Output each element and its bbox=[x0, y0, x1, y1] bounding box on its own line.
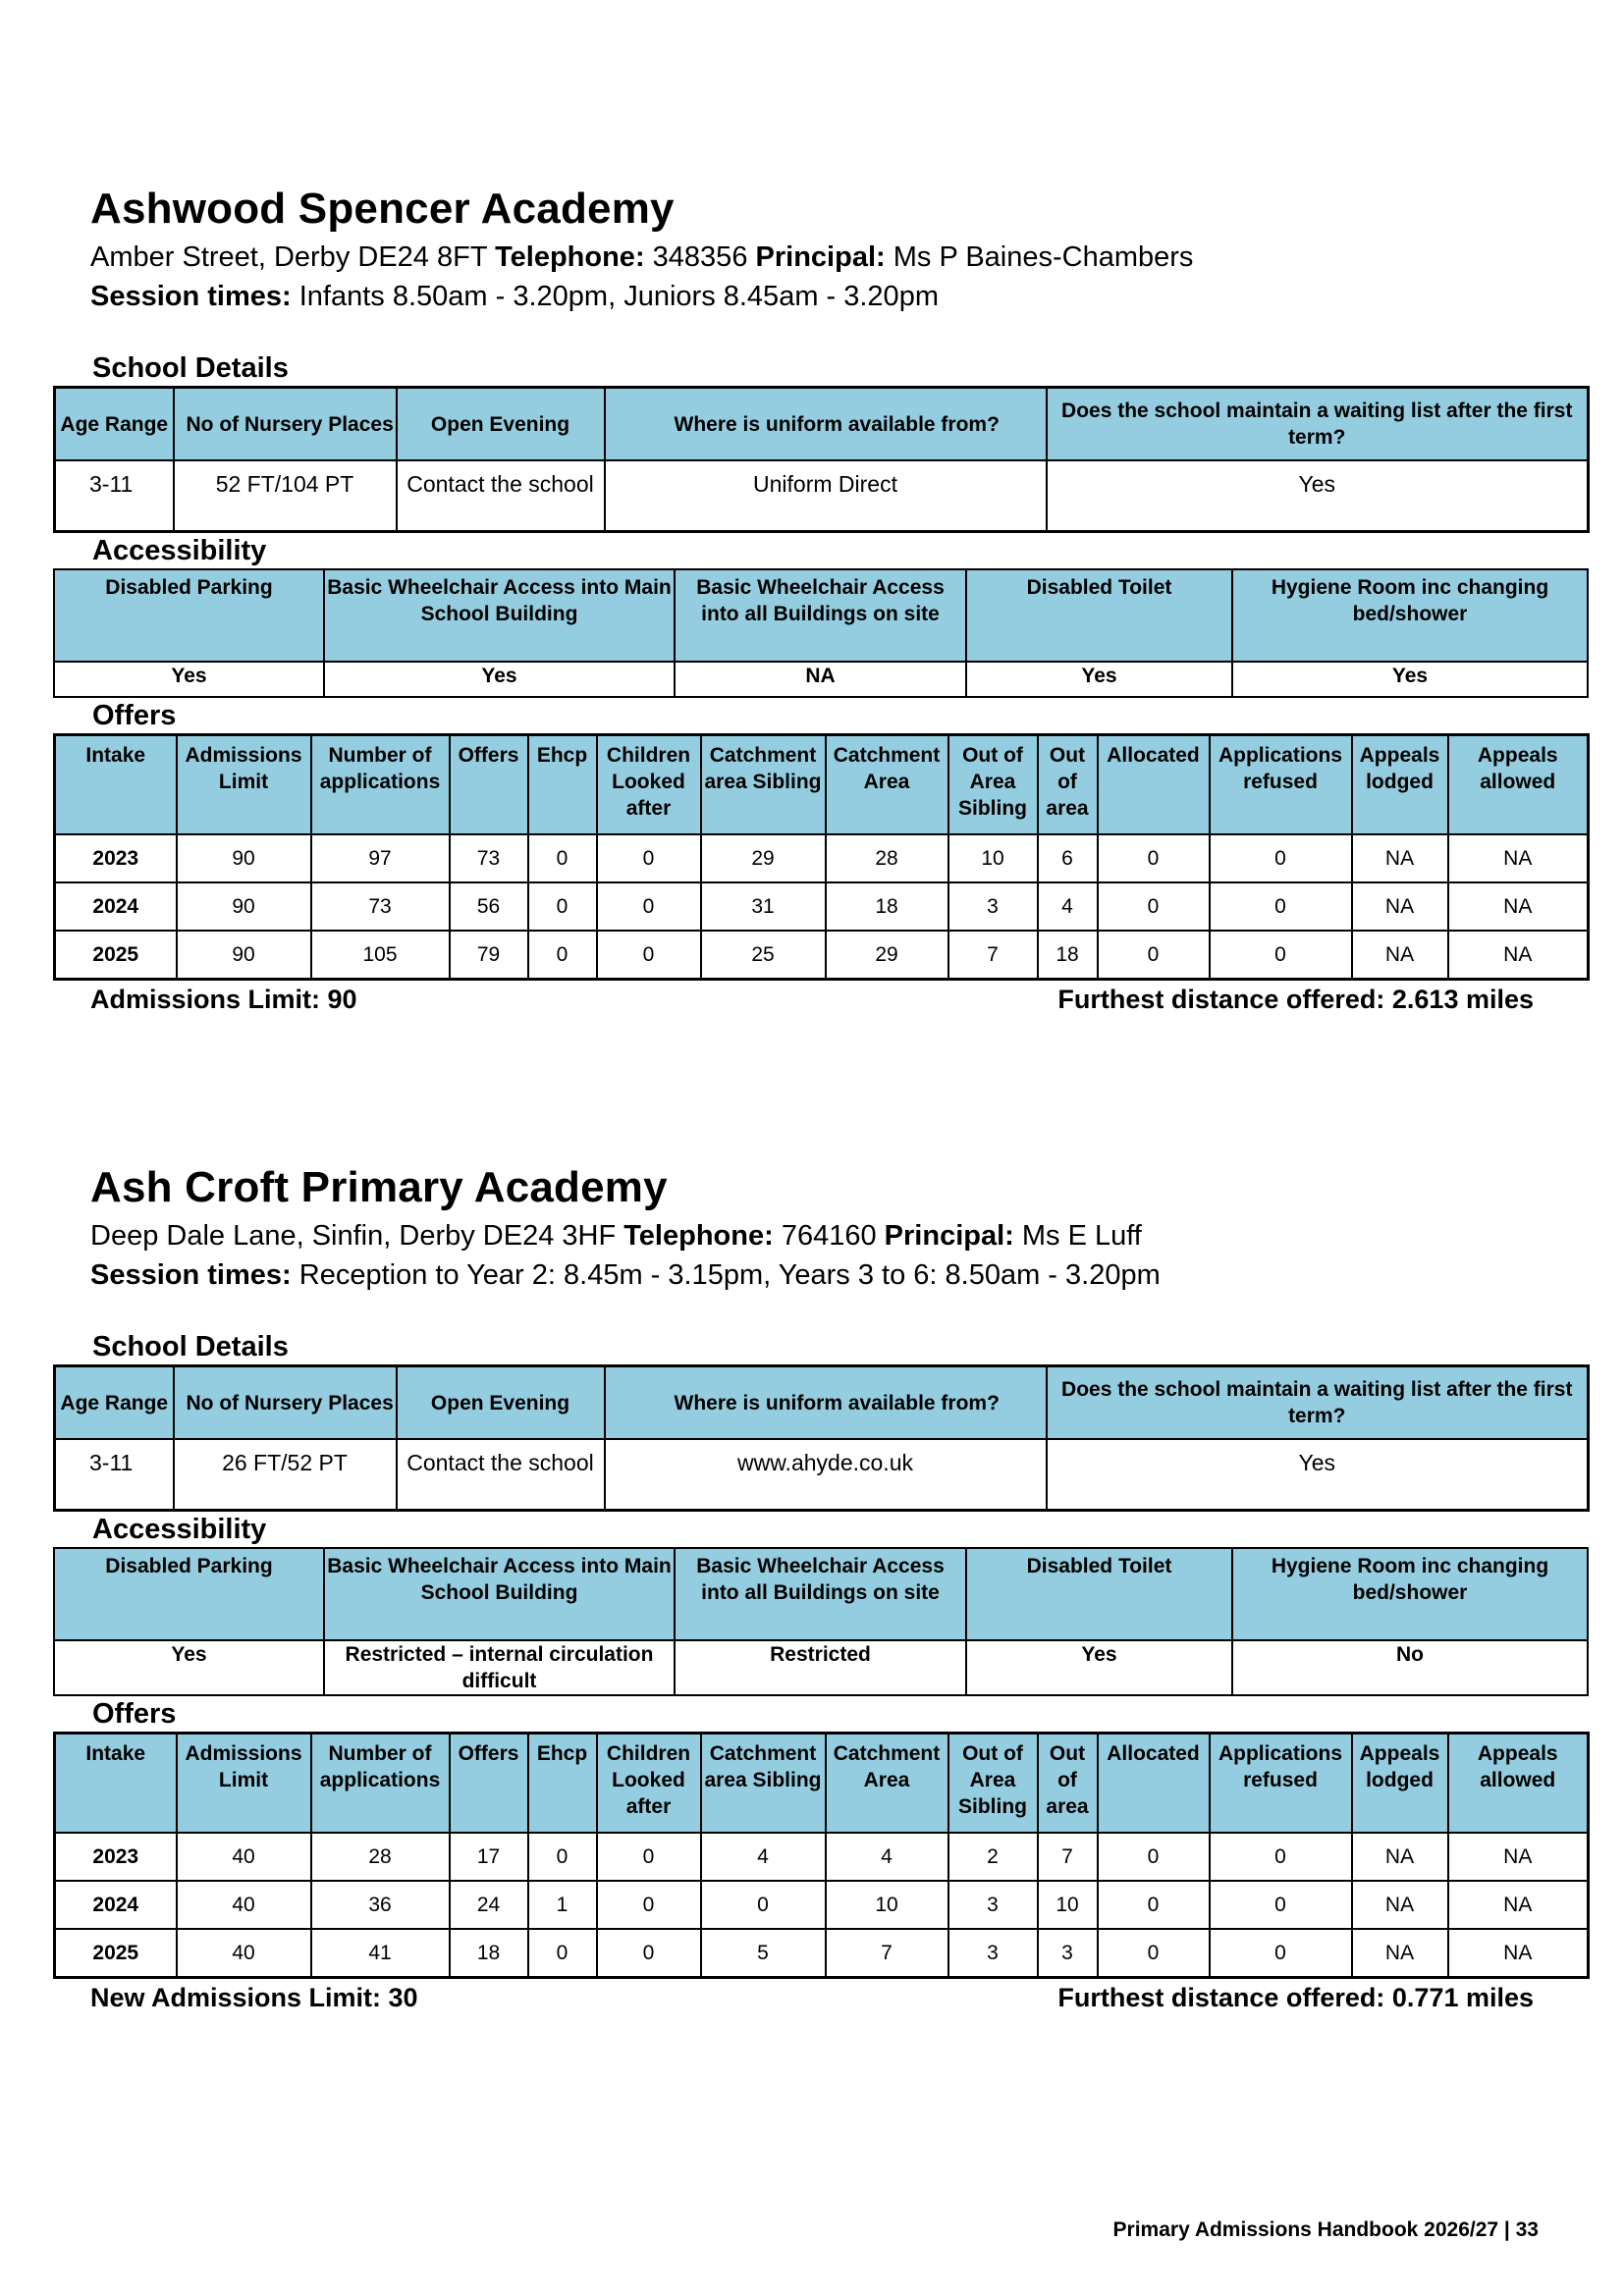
table-cell: 28 bbox=[311, 1833, 450, 1881]
table-cell: 0 bbox=[597, 882, 701, 931]
session-times-label: Session times: bbox=[90, 1259, 292, 1291]
table-cell: 1 bbox=[528, 1881, 597, 1929]
table-cell: 0 bbox=[597, 1881, 701, 1929]
school-title: Ash Croft Primary Academy bbox=[90, 1163, 668, 1211]
table-row bbox=[55, 931, 1589, 980]
accessibility-heading: Accessibility bbox=[92, 535, 267, 566]
table-cell: 0 bbox=[597, 834, 701, 882]
table-cell: NA bbox=[1448, 931, 1589, 980]
school-contact-line bbox=[90, 1217, 1585, 1255]
table-cell: Uniform Direct bbox=[605, 460, 1047, 532]
furthest-distance-note: Furthest distance offered: 2.613 miles bbox=[1057, 985, 1534, 1014]
table-header: Basic Wheelchair Access into Main School Building bbox=[324, 1548, 675, 1640]
table-header: Offers bbox=[450, 1734, 528, 1834]
table-cell: 105 bbox=[311, 931, 450, 980]
table-cell: 29 bbox=[701, 834, 826, 882]
table-row bbox=[55, 882, 1589, 931]
table-cell: 3 bbox=[948, 1929, 1038, 1978]
table-cell: 18 bbox=[1038, 931, 1098, 980]
table-cell: Yes bbox=[1047, 1439, 1589, 1511]
table-cell: NA bbox=[1352, 1881, 1448, 1929]
table-row bbox=[54, 662, 1588, 697]
accessibility-table bbox=[53, 1547, 1589, 1696]
table-cell: 79 bbox=[450, 931, 528, 980]
table-cell: 3 bbox=[1038, 1929, 1098, 1978]
table-cell: NA bbox=[1448, 834, 1589, 882]
table-cell: 17 bbox=[450, 1833, 528, 1881]
table-header-row bbox=[55, 388, 1589, 461]
table-cell: 41 bbox=[311, 1929, 450, 1978]
admissions-limit-note: New Admissions Limit: 30 bbox=[90, 1983, 418, 2012]
admissions-limit-note: Admissions Limit: 90 bbox=[90, 985, 357, 1014]
table-header-row bbox=[54, 1548, 1588, 1640]
table-cell: 0 bbox=[1098, 1833, 1210, 1881]
table-cell: 0 bbox=[701, 1881, 826, 1929]
offers-table bbox=[53, 1732, 1590, 1979]
accessibility-table bbox=[53, 568, 1589, 698]
table-header: Catchment Area bbox=[826, 735, 948, 835]
session-times-line bbox=[90, 278, 1585, 315]
table-cell: 73 bbox=[450, 834, 528, 882]
table-cell: 40 bbox=[177, 1881, 311, 1929]
offers-heading: Offers bbox=[92, 1698, 177, 1730]
table-row bbox=[55, 1439, 1589, 1511]
table-header: Admissions Limit bbox=[177, 1734, 311, 1834]
table-header: Out of Area Sibling bbox=[948, 735, 1038, 835]
table-header: Number of applications bbox=[311, 735, 450, 835]
table-cell: 97 bbox=[311, 834, 450, 882]
table-header: Disabled Parking bbox=[54, 569, 324, 662]
table-header: Out of Area Sibling bbox=[948, 1734, 1038, 1834]
telephone-value: 764160 bbox=[781, 1220, 877, 1252]
table-header: No of Nursery Places bbox=[174, 388, 397, 461]
table-cell: www.ahyde.co.uk bbox=[605, 1439, 1047, 1511]
table-cell: Yes bbox=[54, 662, 324, 697]
table-cell: 2 bbox=[948, 1833, 1038, 1881]
session-times-value: Infants 8.50am - 3.20pm, Juniors 8.45am - 3.20pm bbox=[298, 281, 939, 312]
table-cell: 3-11 bbox=[55, 1439, 174, 1511]
table-header: Allocated bbox=[1098, 735, 1210, 835]
table-cell: NA bbox=[1352, 834, 1448, 882]
table-cell: Yes bbox=[54, 1640, 324, 1695]
table-header: Basic Wheelchair Access into Main School Building bbox=[324, 569, 675, 662]
table-row bbox=[55, 1881, 1589, 1929]
table-cell: 4 bbox=[1038, 882, 1098, 931]
table-header-row bbox=[55, 735, 1589, 835]
table-cell: 0 bbox=[1210, 1929, 1352, 1978]
table-header: Disabled Parking bbox=[54, 1548, 324, 1640]
table-row bbox=[55, 1929, 1589, 1978]
table-header: Appeals allowed bbox=[1448, 1734, 1589, 1834]
table-cell: No bbox=[1232, 1640, 1588, 1695]
table-cell: NA bbox=[1448, 1881, 1589, 1929]
school-address: Amber Street, Derby DE24 8FT bbox=[90, 241, 488, 273]
table-cell: Contact the school bbox=[397, 1439, 605, 1511]
session-times-label: Session times: bbox=[90, 281, 292, 312]
table-cell: 2025 bbox=[55, 1929, 177, 1978]
table-cell: 0 bbox=[528, 931, 597, 980]
table-cell: 10 bbox=[826, 1881, 948, 1929]
table-cell: NA bbox=[1352, 1833, 1448, 1881]
table-cell: 0 bbox=[528, 882, 597, 931]
school-details-heading: School Details bbox=[92, 1331, 289, 1362]
table-header: Ehcp bbox=[528, 1734, 597, 1834]
table-header: Applications refused bbox=[1210, 1734, 1352, 1834]
table-cell: 5 bbox=[701, 1929, 826, 1978]
table-header: Out of area bbox=[1038, 1734, 1098, 1834]
table-cell: 28 bbox=[826, 834, 948, 882]
table-cell: 0 bbox=[528, 1929, 597, 1978]
table-header: Appeals allowed bbox=[1448, 735, 1589, 835]
table-cell: 10 bbox=[1038, 1881, 1098, 1929]
table-header: Disabled Toilet bbox=[966, 1548, 1232, 1640]
table-cell: 10 bbox=[948, 834, 1038, 882]
table-cell: 2025 bbox=[55, 931, 177, 980]
table-cell: 0 bbox=[597, 1929, 701, 1978]
school-address: Deep Dale Lane, Sinfin, Derby DE24 3HF bbox=[90, 1220, 617, 1252]
table-header: Intake bbox=[55, 1734, 177, 1834]
table-cell: Contact the school bbox=[397, 460, 605, 532]
table-cell: Yes bbox=[966, 662, 1232, 697]
table-cell: Yes bbox=[1047, 460, 1589, 532]
table-cell: 90 bbox=[177, 931, 311, 980]
table-header: Hygiene Room inc changing bed/shower bbox=[1232, 1548, 1588, 1640]
table-cell: 6 bbox=[1038, 834, 1098, 882]
admissions-summary bbox=[90, 1981, 1534, 2014]
table-cell: 4 bbox=[701, 1833, 826, 1881]
table-cell: 56 bbox=[450, 882, 528, 931]
table-cell: 3 bbox=[948, 1881, 1038, 1929]
table-header-row bbox=[55, 1366, 1589, 1440]
offers-heading: Offers bbox=[92, 700, 177, 731]
table-cell: 0 bbox=[1210, 834, 1352, 882]
table-cell: Yes bbox=[1232, 662, 1588, 697]
session-times-value: Reception to Year 2: 8.45m - 3.15pm, Years 3 to 6: 8.50am - 3.20pm bbox=[298, 1259, 1161, 1291]
school-details-heading: School Details bbox=[92, 352, 289, 384]
table-cell: 0 bbox=[597, 1833, 701, 1881]
table-cell: 0 bbox=[1098, 931, 1210, 980]
principal-value: Ms E Luff bbox=[1021, 1220, 1142, 1252]
table-header: Admissions Limit bbox=[177, 735, 311, 835]
table-cell: NA bbox=[1352, 882, 1448, 931]
table-row bbox=[54, 1640, 1588, 1695]
table-cell: 90 bbox=[177, 834, 311, 882]
table-cell: 26 FT/52 PT bbox=[174, 1439, 397, 1511]
school-details-table bbox=[53, 386, 1590, 533]
table-cell: 73 bbox=[311, 882, 450, 931]
table-cell: 2023 bbox=[55, 1833, 177, 1881]
table-row bbox=[55, 460, 1589, 532]
table-header: Appeals lodged bbox=[1352, 735, 1448, 835]
table-header: Catchment Area bbox=[826, 1734, 948, 1834]
table-cell: 29 bbox=[826, 931, 948, 980]
table-cell: 0 bbox=[1210, 931, 1352, 980]
table-cell: NA bbox=[1448, 882, 1589, 931]
offers-table bbox=[53, 733, 1590, 981]
table-header: Age Range bbox=[55, 1366, 174, 1440]
table-header: No of Nursery Places bbox=[174, 1366, 397, 1440]
school-section bbox=[53, 1160, 1585, 2014]
table-header: Hygiene Room inc changing bed/shower bbox=[1232, 569, 1588, 662]
table-header: Intake bbox=[55, 735, 177, 835]
table-header: Ehcp bbox=[528, 735, 597, 835]
table-header: Children Looked after bbox=[597, 1734, 701, 1834]
table-cell: 7 bbox=[1038, 1833, 1098, 1881]
table-row bbox=[55, 834, 1589, 882]
telephone-label: Telephone: bbox=[495, 241, 645, 273]
table-header: Where is uniform available from? bbox=[605, 388, 1047, 461]
table-cell: Restricted – internal circulation difficult bbox=[324, 1640, 675, 1695]
table-cell: 2023 bbox=[55, 834, 177, 882]
table-header: Catchment area Sibling bbox=[701, 1734, 826, 1834]
accessibility-heading: Accessibility bbox=[92, 1514, 267, 1545]
table-cell: NA bbox=[1448, 1929, 1589, 1978]
table-cell: 0 bbox=[1098, 882, 1210, 931]
telephone-value: 348356 bbox=[652, 241, 748, 273]
principal-label: Principal: bbox=[755, 241, 886, 273]
table-cell: 0 bbox=[1210, 1881, 1352, 1929]
table-header: Allocated bbox=[1098, 1734, 1210, 1834]
table-header: Applications refused bbox=[1210, 735, 1352, 835]
table-cell: Yes bbox=[324, 662, 675, 697]
table-cell: 0 bbox=[1210, 882, 1352, 931]
table-cell: 3 bbox=[948, 882, 1038, 931]
table-cell: 7 bbox=[826, 1929, 948, 1978]
table-cell: 0 bbox=[1098, 1929, 1210, 1978]
table-cell: NA bbox=[1352, 931, 1448, 980]
table-cell: 0 bbox=[528, 834, 597, 882]
table-cell: 90 bbox=[177, 882, 311, 931]
furthest-distance-note: Furthest distance offered: 0.771 miles bbox=[1057, 1983, 1534, 2012]
table-header: Where is uniform available from? bbox=[605, 1366, 1047, 1440]
table-header: Number of applications bbox=[311, 1734, 450, 1834]
page-footer: Primary Admissions Handbook 2026/27 | 33 bbox=[1112, 2218, 1539, 2241]
school-section bbox=[53, 182, 1585, 1016]
table-header: Does the school maintain a waiting list after the first term? bbox=[1047, 388, 1589, 461]
table-header: Offers bbox=[450, 735, 528, 835]
table-header-row bbox=[55, 1734, 1589, 1834]
table-cell: 18 bbox=[826, 882, 948, 931]
table-cell: 2024 bbox=[55, 882, 177, 931]
table-header: Open Evening bbox=[397, 1366, 605, 1440]
table-cell: Yes bbox=[966, 1640, 1232, 1695]
school-title: Ashwood Spencer Academy bbox=[90, 185, 675, 233]
table-header: Catchment area Sibling bbox=[701, 735, 826, 835]
table-cell: 40 bbox=[177, 1929, 311, 1978]
table-header: Children Looked after bbox=[597, 735, 701, 835]
table-cell: 0 bbox=[597, 931, 701, 980]
table-cell: NA bbox=[675, 662, 966, 697]
table-cell: NA bbox=[1448, 1833, 1589, 1881]
table-cell: 7 bbox=[948, 931, 1038, 980]
table-header-row bbox=[54, 569, 1588, 662]
table-cell: Restricted bbox=[675, 1640, 966, 1695]
table-cell: 0 bbox=[1210, 1833, 1352, 1881]
admissions-summary bbox=[90, 983, 1534, 1016]
table-header: Basic Wheelchair Access into all Buildings on site bbox=[675, 1548, 966, 1640]
table-cell: 52 FT/104 PT bbox=[174, 460, 397, 532]
table-cell: 0 bbox=[528, 1833, 597, 1881]
telephone-label: Telephone: bbox=[623, 1220, 774, 1252]
table-cell: 18 bbox=[450, 1929, 528, 1978]
table-cell: 25 bbox=[701, 931, 826, 980]
table-cell: 3-11 bbox=[55, 460, 174, 532]
table-cell: NA bbox=[1352, 1929, 1448, 1978]
principal-label: Principal: bbox=[884, 1220, 1014, 1252]
table-cell: 2024 bbox=[55, 1881, 177, 1929]
table-header: Disabled Toilet bbox=[966, 569, 1232, 662]
session-times-line bbox=[90, 1256, 1585, 1294]
school-contact-line bbox=[90, 239, 1585, 276]
table-cell: 0 bbox=[1098, 1881, 1210, 1929]
table-header: Does the school maintain a waiting list after the first term? bbox=[1047, 1366, 1589, 1440]
table-cell: 0 bbox=[1098, 834, 1210, 882]
table-cell: 4 bbox=[826, 1833, 948, 1881]
school-details-table bbox=[53, 1364, 1590, 1512]
table-row bbox=[55, 1833, 1589, 1881]
table-header: Out of area bbox=[1038, 735, 1098, 835]
table-cell: 31 bbox=[701, 882, 826, 931]
table-header: Appeals lodged bbox=[1352, 1734, 1448, 1834]
principal-value: Ms P Baines-Chambers bbox=[893, 241, 1194, 273]
table-header: Open Evening bbox=[397, 388, 605, 461]
table-cell: 36 bbox=[311, 1881, 450, 1929]
table-header: Basic Wheelchair Access into all Buildings on site bbox=[675, 569, 966, 662]
table-header: Age Range bbox=[55, 388, 174, 461]
table-cell: 24 bbox=[450, 1881, 528, 1929]
table-cell: 40 bbox=[177, 1833, 311, 1881]
